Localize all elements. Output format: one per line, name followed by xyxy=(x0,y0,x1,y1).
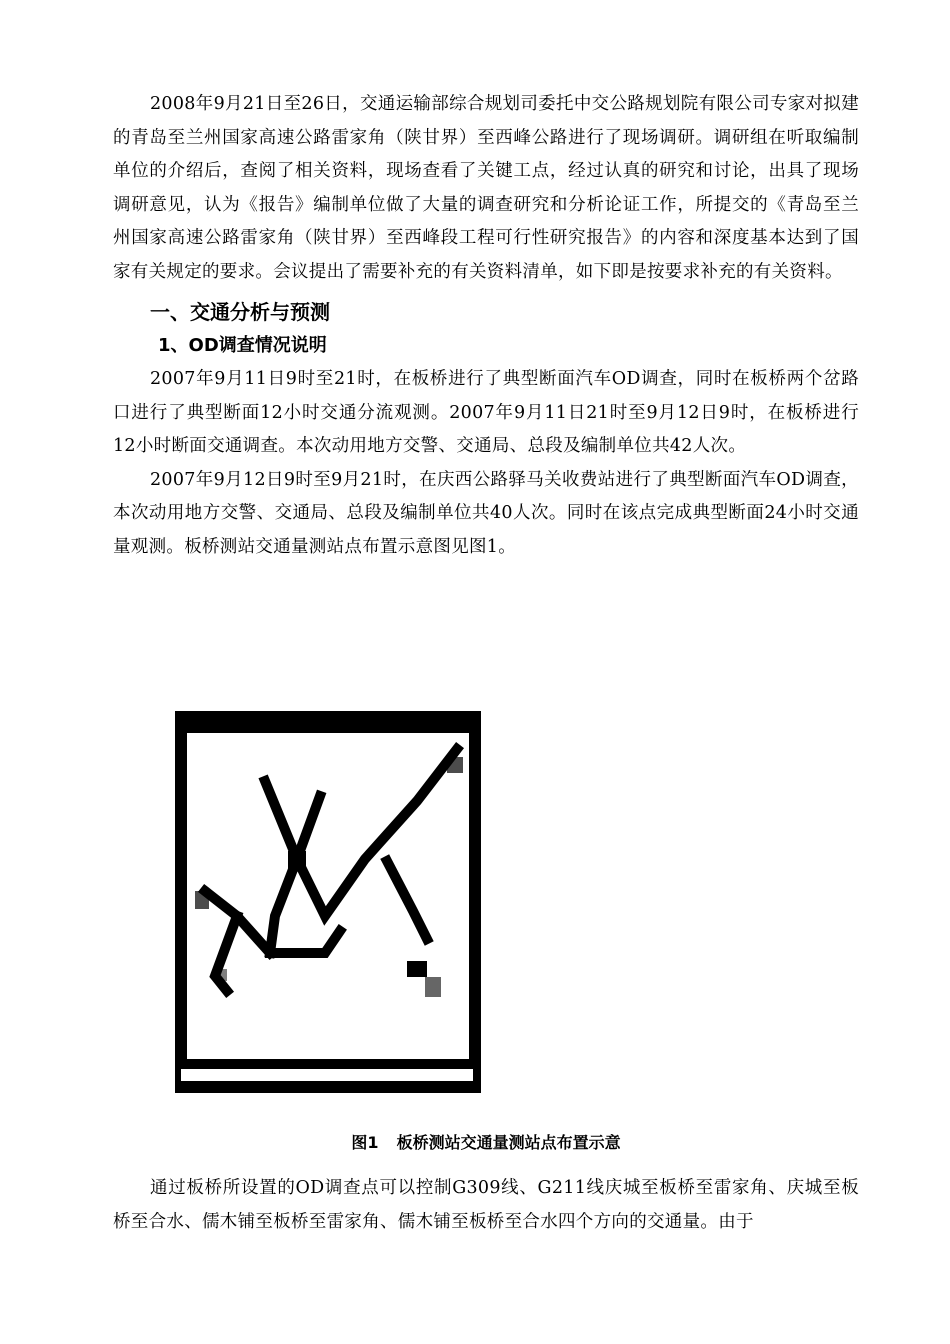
figure-caption xyxy=(113,1128,859,1158)
station-layout-figure xyxy=(175,711,481,1093)
od-paragraph-2: 2007年9月12日9时至9月21时，在庆西公路驿马关收费站进行了典型断面汽车OD调查，本次动用地方交警、交通局、总段及编制单位共40人次。同时在该点完成典型断面24小时交通量观测。板桥测站交通量测站点布置示意图见图1。 xyxy=(113,469,859,557)
document-body xyxy=(113,88,859,564)
subsection-heading: 1、OD调查情况说明 xyxy=(158,335,327,356)
od-paragraph-1: 2007年9月11日9时至21时，在板桥进行了典型断面汽车OD调查，同时在板桥两个岔路口进行了典型断面12小时交通分流观测。2007年9月11日21时至9月12日9时，在板桥进行12小时断面交通调查。本次动用地方交警、交通局、总段及编制单位共42人次。 xyxy=(113,369,859,456)
figure-caption-number: 图1 xyxy=(351,1133,379,1152)
figure-caption-text: 板桥测站交通量测站点布置示意 xyxy=(396,1133,621,1152)
intro-paragraph: 2008年9月21日至26日，交通运输部综合规划司委托中交公路规划院有限公司专家对拟建的青岛至兰州国家高速公路雷家角（陕甘界）至西峰公路进行了现场调研。调研组在听取编制单位的介绍后，查阅了相关资料，现场查看了关键工点，经过认真的研究和讨论，出具了现场调研意见，认为《报告》编制单位做了大量的调查研究和分析论证工作，所提交的《青岛至兰州国家高速公路雷家角（陕甘界）至西峰段工程可行性研究报告》的内容和深度基本达到了国家有关规定的要求。会议提出了需要补充的有关资料清单，如下即是按要求补充的有关资料。 xyxy=(113,94,859,282)
figure-bottom-strip xyxy=(181,1069,473,1081)
station-marker-east xyxy=(407,961,427,977)
station-marker-northeast xyxy=(447,757,463,773)
station-marker-west xyxy=(195,891,209,909)
station-marker-north xyxy=(288,851,306,869)
section-heading: 一、交通分析与预测 xyxy=(150,300,330,324)
tail-paragraph: 通过板桥所设置的OD调查点可以控制G309线、G211线庆城至板桥至雷家角、庆城至板桥至合水、儒木铺至板桥至雷家角、儒木铺至板桥至合水四个方向的交通量。由于 xyxy=(113,1178,859,1232)
trailing-text xyxy=(113,1172,859,1239)
station-marker-southwest xyxy=(215,969,227,981)
station-layout-diagram xyxy=(175,711,481,1093)
station-marker-east-shadow xyxy=(425,977,441,997)
